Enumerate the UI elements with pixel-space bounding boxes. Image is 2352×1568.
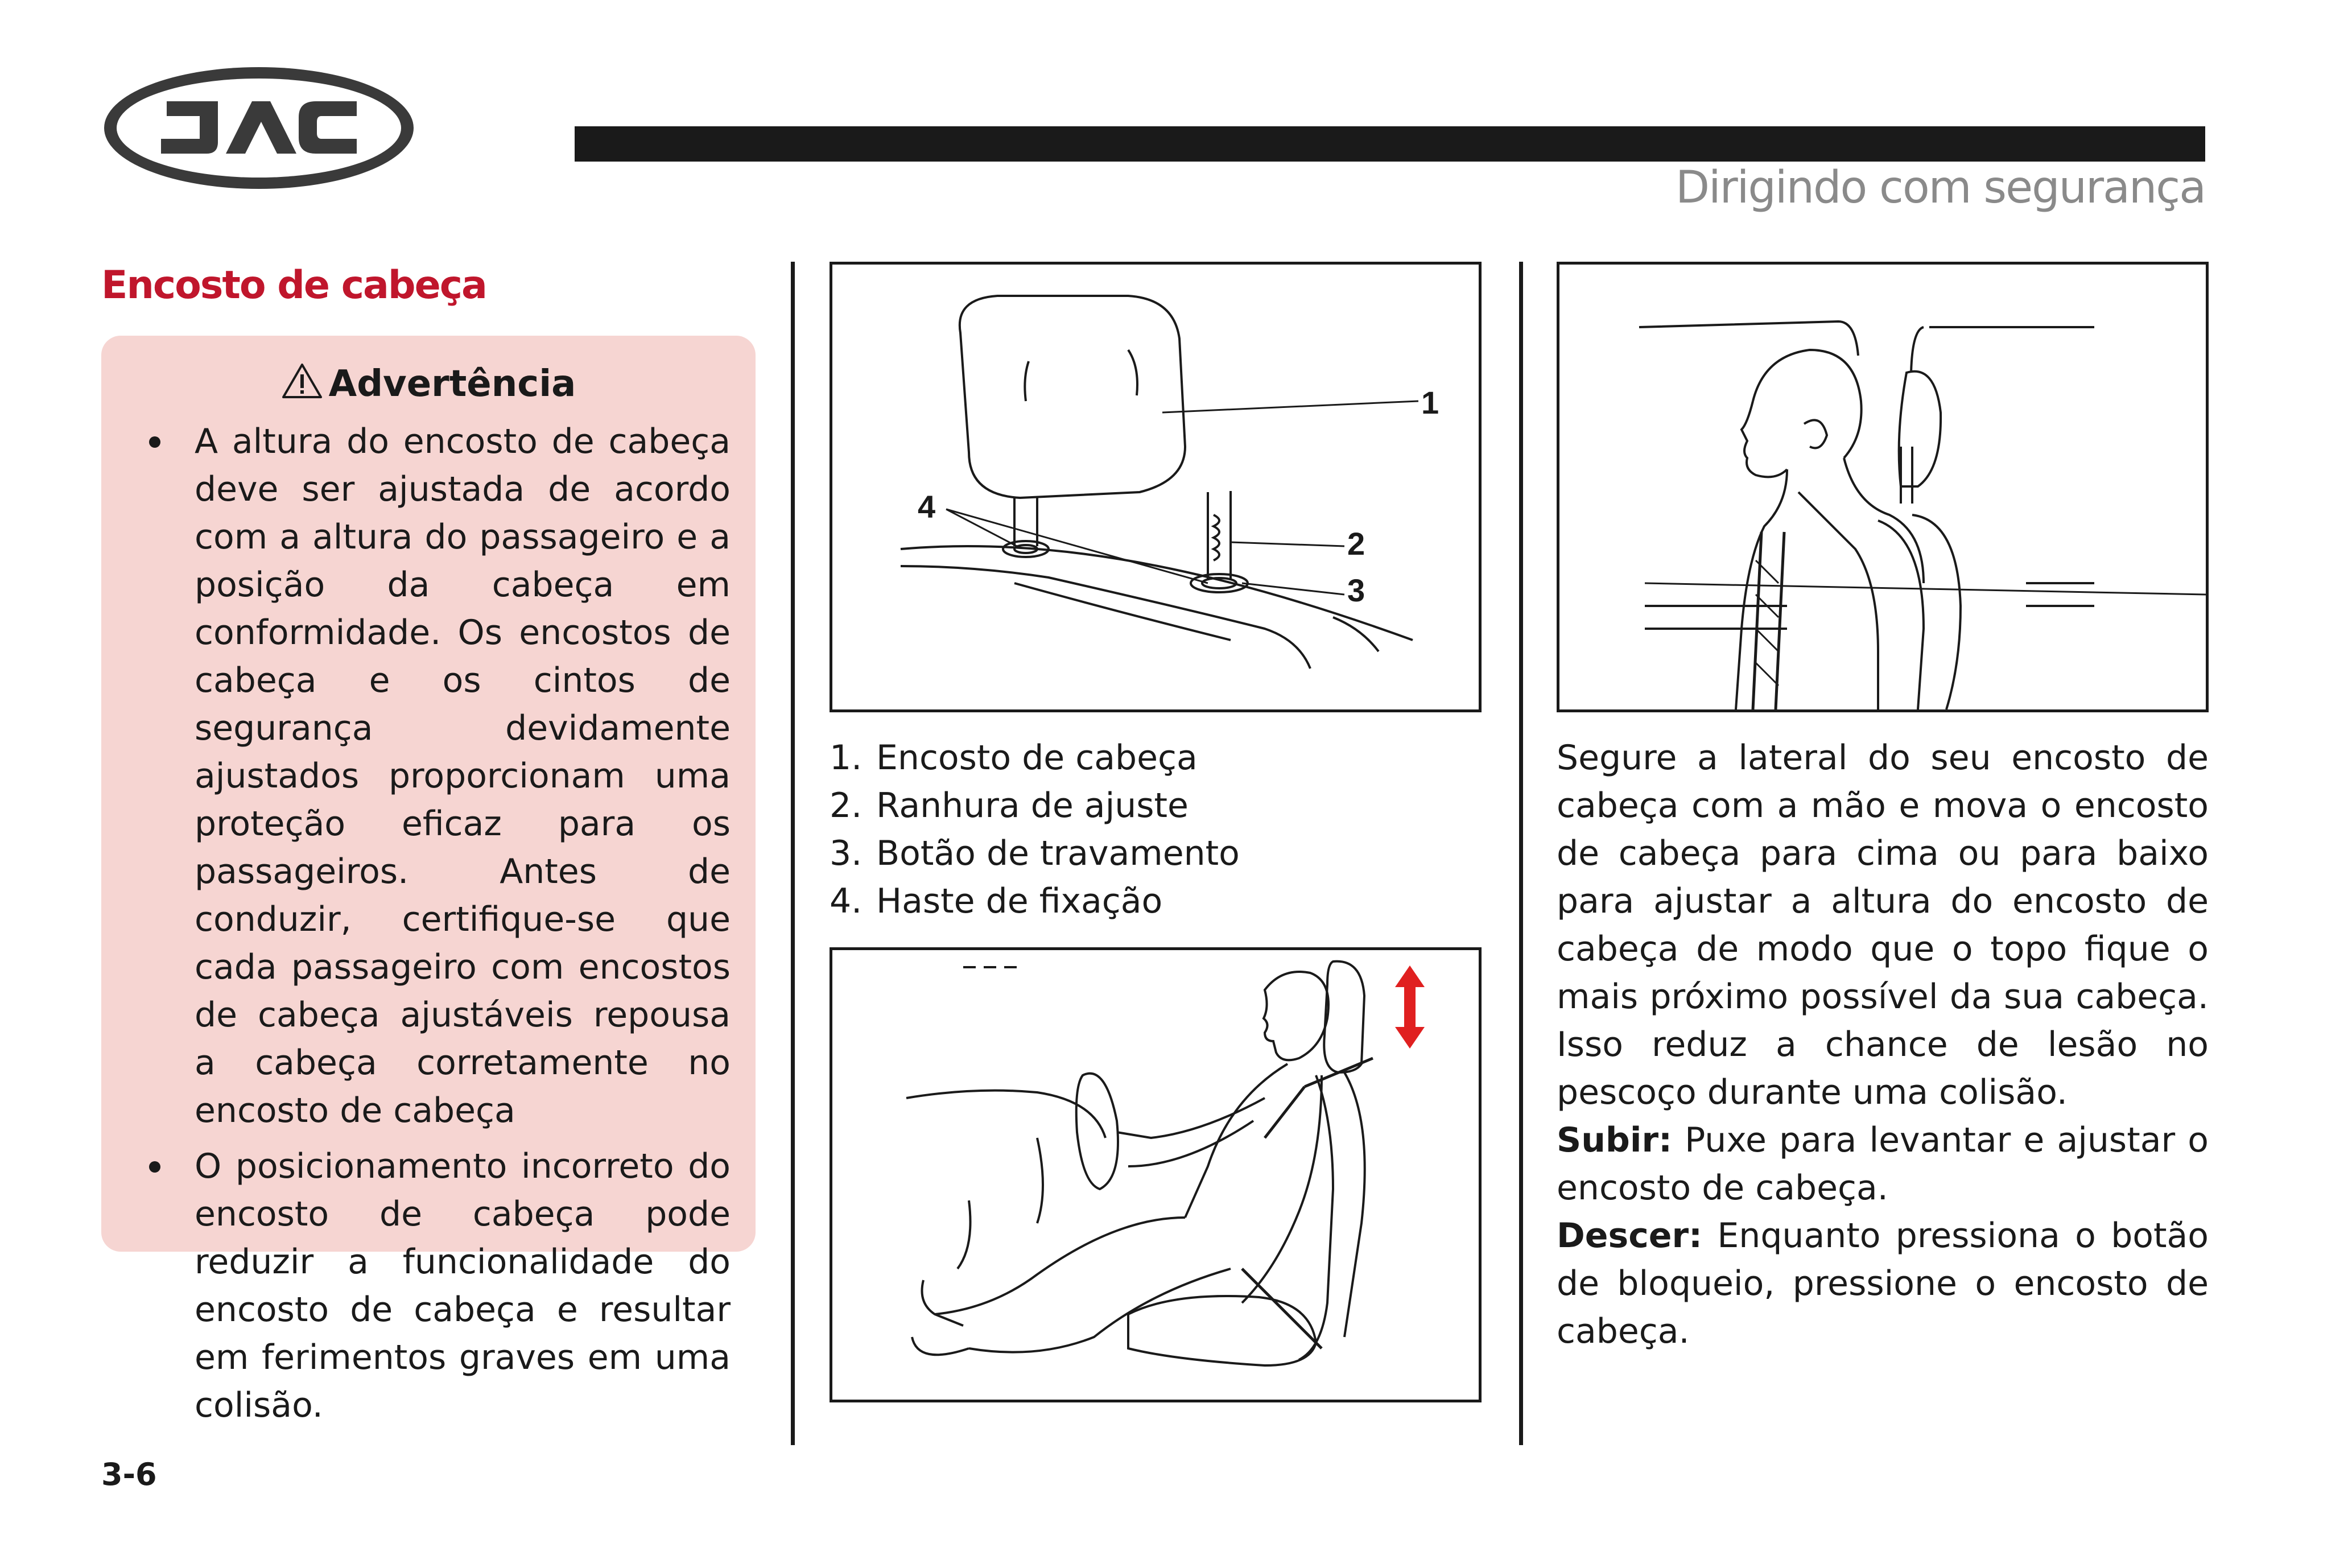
column-divider xyxy=(1519,262,1523,1445)
list-item-number: 2. xyxy=(830,786,863,826)
warning-title xyxy=(126,358,731,410)
list-item-label: Encosto de cabeça xyxy=(876,738,1198,778)
warning-bullet xyxy=(126,418,731,1134)
bullet-dot xyxy=(149,436,160,448)
raise-text: Puxe para levantar e ajustar o encosto de cabeça. xyxy=(1557,1120,2209,1208)
callout-1: 1 xyxy=(1421,385,1439,420)
adjust-arrow-icon xyxy=(1393,964,1427,1050)
instructions-raise xyxy=(1557,1116,2209,1212)
list-item xyxy=(830,830,1482,877)
warning-box xyxy=(101,336,756,1425)
lower-text: Enquanto pressiona o botão de bloqueio, pressione o encosto de cabeça. xyxy=(1557,1216,2209,1351)
warning-bullet-text: A altura do encosto de cabeça deve ser ajustada de acordo com a altura do passageiro e a posição da cabeça em conformidade. Os encostos de cabeça e os cintos de segurança devidamente ajustados proporcionam uma proteção eficaz para os passageiros. Antes de conduzir, certifique-se que cada passageiro com encostos de cabeça ajustáveis repousa a cabeça corretamente no encosto de cabeça xyxy=(195,422,731,1130)
list-item xyxy=(830,877,1482,925)
list-item-label: Ranhura de ajuste xyxy=(876,786,1189,826)
list-item-number: 3. xyxy=(830,833,863,873)
parts-list xyxy=(830,734,1482,925)
warning-bullet xyxy=(126,1142,731,1429)
headrest-outline xyxy=(960,296,1185,498)
column-divider xyxy=(791,262,795,1445)
page-number: 3-6 xyxy=(101,1456,157,1492)
lower-label: Descer: xyxy=(1557,1216,1703,1256)
header-bar xyxy=(575,126,2205,162)
instructions-text xyxy=(1557,734,2209,1355)
bullet-dot xyxy=(149,1161,160,1173)
section-title: Dirigindo com segurança xyxy=(1675,162,2205,213)
list-item-number: 1. xyxy=(830,738,863,778)
list-item xyxy=(830,734,1482,782)
passenger-headrest-figure xyxy=(1557,262,2209,712)
instructions-lower xyxy=(1557,1212,2209,1355)
callout-4: 4 xyxy=(918,489,936,525)
driver-seated-figure xyxy=(830,947,1482,1402)
list-item-label: Haste de fixação xyxy=(876,881,1163,921)
warning-title-text: Advertência xyxy=(328,363,576,405)
headrest-parts-figure xyxy=(830,262,1482,712)
list-item xyxy=(830,782,1482,830)
raise-label: Subir: xyxy=(1557,1120,1673,1160)
list-item-number: 4. xyxy=(830,881,863,921)
jac-logo xyxy=(100,63,418,193)
page-heading: Encosto de cabeça xyxy=(101,263,486,308)
warning-triangle-icon xyxy=(281,362,323,399)
callout-2: 2 xyxy=(1347,526,1365,562)
list-item-label: Botão de travamento xyxy=(876,833,1240,873)
callout-3: 3 xyxy=(1347,572,1365,608)
warning-bullet-text: O posicionamento incorreto do encosto de cabeça pode reduzir a funcionalidade do encosto de cabeça e resultar em ferimentos graves em uma colisão. xyxy=(195,1146,731,1425)
instructions-intro: Segure a lateral do seu encosto de cabeça com a mão e mova o encosto de cabeça para cima ou para baixo para ajustar a altura do encosto de cabeça de modo que o topo fique o mais próximo possível da sua cabeça. Isso reduz a chance de lesão no pescoço durante uma colisão. xyxy=(1557,738,2209,1112)
